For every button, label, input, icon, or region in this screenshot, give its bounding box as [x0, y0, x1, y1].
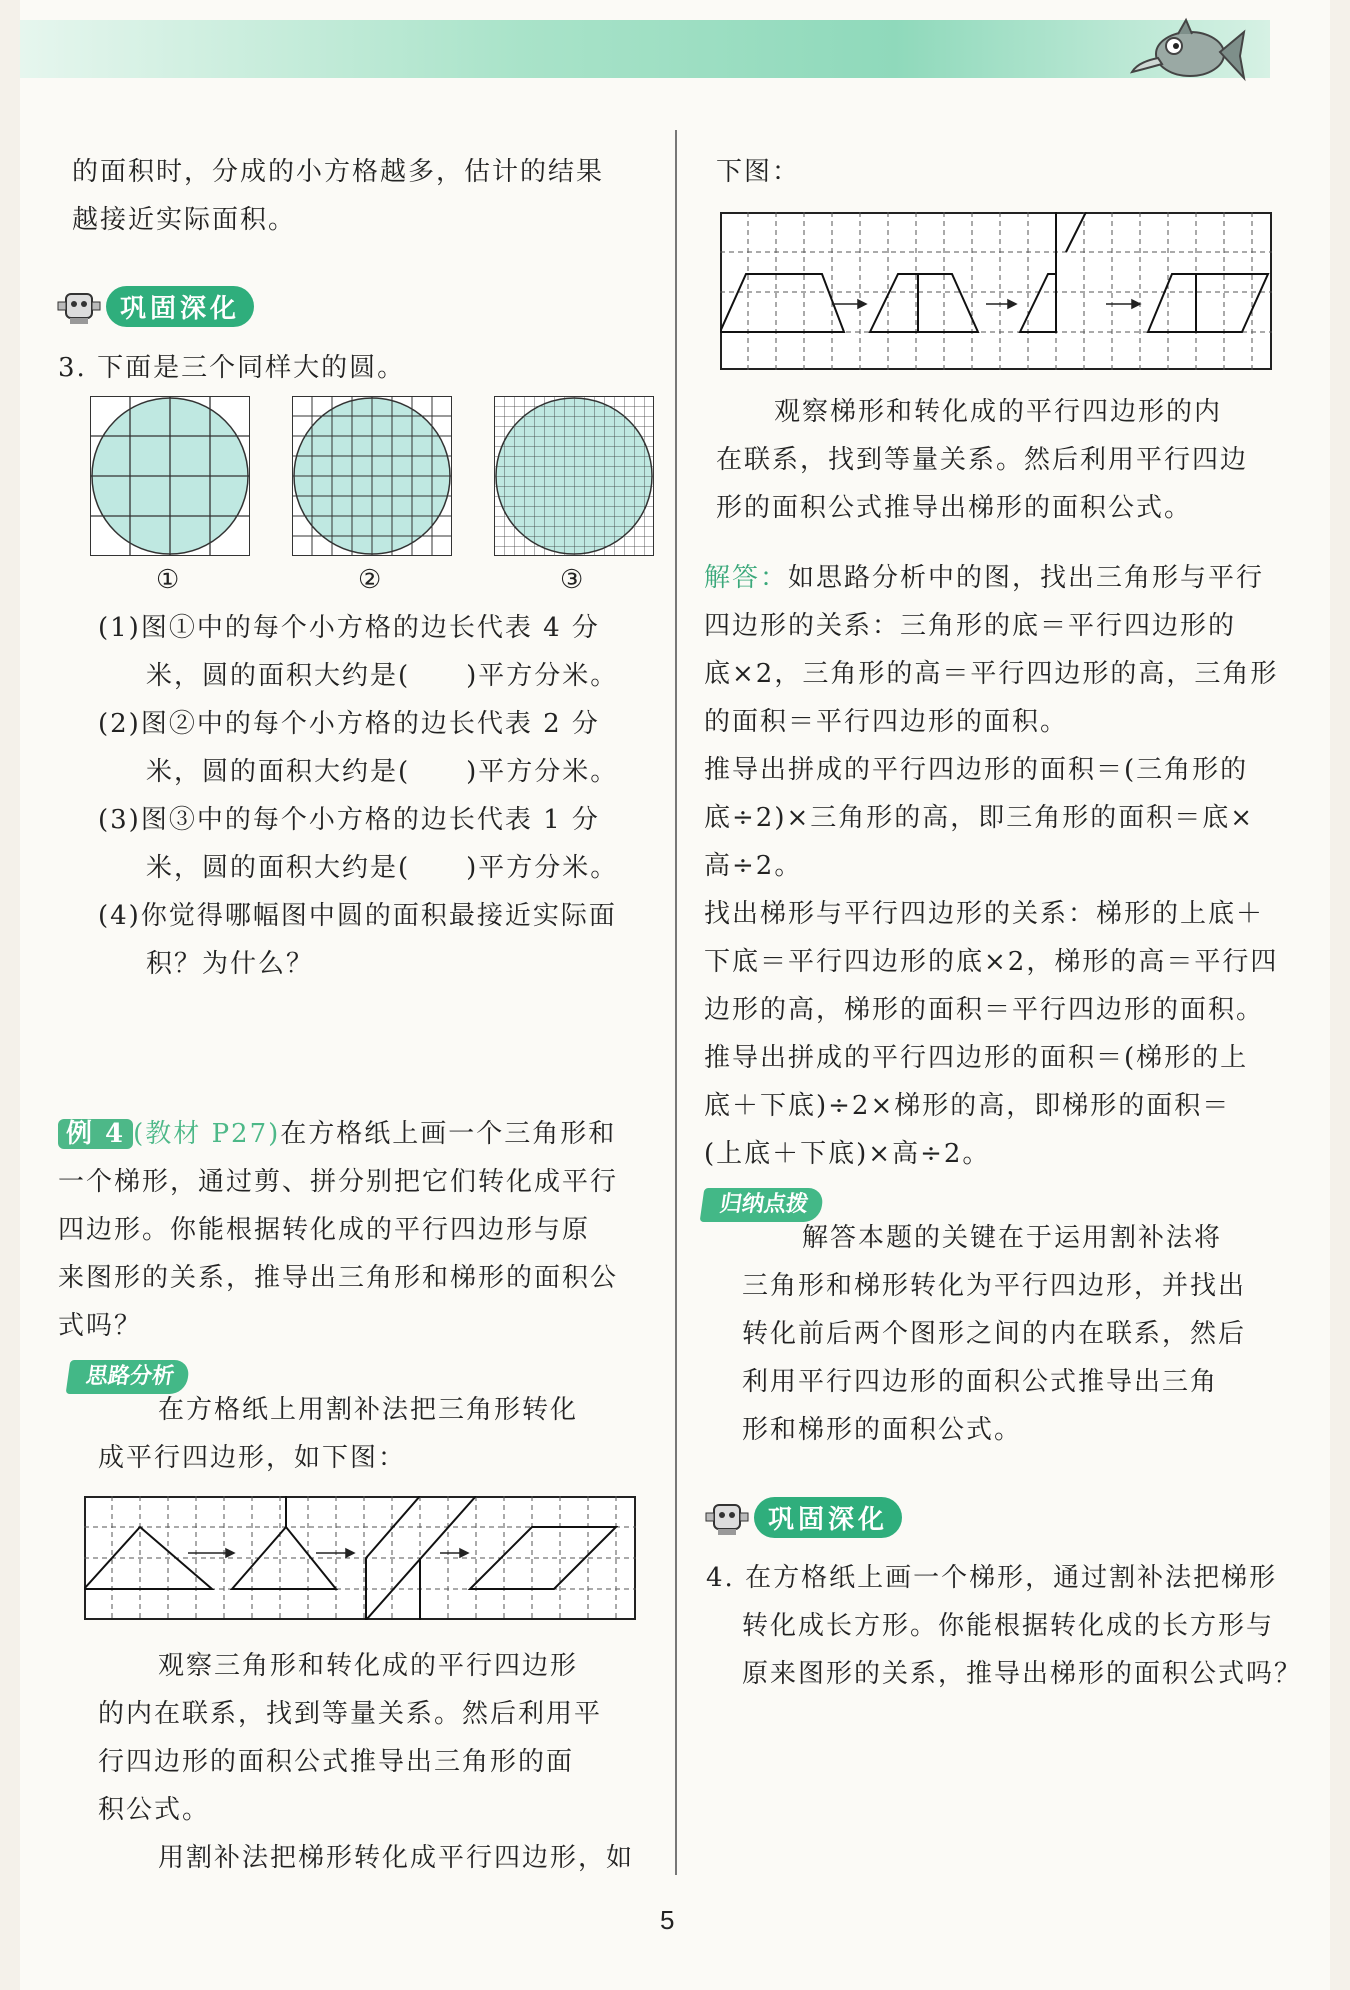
summary-tag: 归纳点拨: [700, 1188, 825, 1222]
textbook-ref: (教材 P27): [133, 1119, 281, 1149]
answer-line-9: 下底＝平行四边形的底×2，梯形的高＝平行四: [704, 947, 1279, 977]
summary-line-1: 解答本题的关键在于运用割补法将: [802, 1223, 1223, 1253]
answer-line-5: 推导出拼成的平行四边形的面积＝(三角形的: [704, 755, 1249, 785]
right-continuation: 下图：: [716, 157, 801, 187]
intro-line-1: 的面积时，分成的小方格越多，估计的结果: [72, 157, 605, 187]
fish-mascot-icon: [1128, 12, 1246, 94]
triangle-transform-diagram: [84, 1496, 636, 1620]
section-badge-label: 巩固深化: [106, 286, 254, 327]
q3-stem: 3. 下面是三个同样大的圆。: [58, 353, 406, 383]
intro-line-2: 越接近实际面积。: [72, 205, 297, 235]
column-divider: [675, 130, 677, 1875]
summary-line-2: 三角形和梯形转化为平行四边形，并找出: [742, 1271, 1247, 1301]
summary-line-4: 利用平行四边形的面积公式推导出三角: [742, 1367, 1219, 1397]
right-obs-line-1: 观察梯形和转化成的平行四边形的内: [774, 397, 1223, 427]
q3-item-3-line-2: 米，圆的面积大约是( )平方分米。: [146, 853, 619, 883]
analysis2-line-1: 观察三角形和转化成的平行四边形: [158, 1651, 579, 1681]
answer-line-4: 的面积＝平行四边形的面积。: [704, 707, 1069, 737]
q3-item-3-line-1: (3)图③中的每个小方格的边长代表 1 分: [98, 805, 600, 835]
example-badge: 例 4: [58, 1119, 133, 1149]
q3-item-2-line-2: 米，圆的面积大约是( )平方分米。: [146, 757, 619, 787]
summary-line-3: 转化前后两个图形之间的内在联系，然后: [742, 1319, 1247, 1349]
analysis-line-1: 在方格纸上用割补法把三角形转化: [158, 1395, 579, 1425]
circle-label-1: ①: [156, 565, 182, 595]
example-4-line-1: [58, 1110, 616, 1158]
header-band: [20, 20, 1270, 78]
robot-icon: [704, 1497, 750, 1537]
answer-line-11: 推导出拼成的平行四边形的面积＝(梯形的上: [704, 1043, 1249, 1073]
analysis3-line: 用割补法把梯形转化成平行四边形，如: [158, 1843, 635, 1873]
example-line-3: 四边形。你能根据转化成的平行四边形与原: [58, 1215, 591, 1245]
answer-first-text: 如思路分析中的图，找出三角形与平行: [788, 563, 1265, 593]
answer-line-2: 四边形的关系：三角形的底＝平行四边形的: [704, 611, 1237, 641]
example-line-5: 式吗？: [58, 1311, 143, 1341]
circle-label-2: ②: [358, 565, 384, 595]
answer-line-7: 高÷2。: [704, 851, 803, 881]
analysis2-line-3: 行四边形的面积公式推导出三角形的面: [98, 1747, 575, 1777]
right-obs-line-2: 在联系，找到等量关系。然后利用平行四边: [716, 445, 1249, 475]
q4-line-2: 转化成长方形。你能根据转化成的长方形与: [742, 1611, 1275, 1641]
answer-line-10: 边形的高，梯形的面积＝平行四边形的面积。: [704, 995, 1265, 1025]
example-line-4: 来图形的关系，推导出三角形和梯形的面积公: [58, 1263, 619, 1293]
section-badge-label-2: 巩固深化: [754, 1497, 902, 1538]
circle-grid-2: [292, 396, 452, 556]
q4-line-1: 4. 在方格纸上画一个梯形，通过割补法把梯形: [706, 1563, 1278, 1593]
analysis-line-2: 成平行四边形，如下图：: [98, 1443, 407, 1473]
q3-item-1-line-2: 米，圆的面积大约是( )平方分米。: [146, 661, 619, 691]
analysis-tag: 思路分析: [66, 1360, 191, 1394]
example-line-2: 一个梯形，通过剪、拼分别把它们转化成平行: [58, 1167, 619, 1197]
answer-line-12: 底＋下底)÷2×梯形的高，即梯形的面积＝: [704, 1091, 1231, 1121]
answer-label: 解答：: [704, 563, 789, 593]
q3-item-4-line-2: 积？为什么？: [146, 949, 315, 979]
section-badge-consolidate-2: [704, 1496, 902, 1538]
answer-line-8: 找出梯形与平行四边形的关系：梯形的上底＋: [704, 899, 1265, 929]
answer-line-1: [704, 554, 1264, 602]
analysis2-line-2: 的内在联系，找到等量关系。然后利用平: [98, 1699, 603, 1729]
q4-line-3: 原来图形的关系，推导出梯形的面积公式吗？: [742, 1659, 1303, 1689]
circle-grid-3: [494, 396, 654, 556]
page-number: 5: [660, 1905, 675, 1935]
q3-item-2-line-1: (2)图②中的每个小方格的边长代表 2 分: [98, 709, 600, 739]
trapezoid-transform-diagram: [720, 212, 1272, 370]
example-line-1-text: 在方格纸上画一个三角形和: [280, 1119, 617, 1149]
q3-item-4-line-1: (4)你觉得哪幅图中圆的面积最接近实际面: [98, 901, 617, 931]
circle-label-3: ③: [560, 565, 586, 595]
right-obs-line-3: 形的面积公式推导出梯形的面积公式。: [716, 493, 1193, 523]
q3-item-1-line-1: (1)图①中的每个小方格的边长代表 4 分: [98, 613, 600, 643]
answer-line-6: 底÷2)×三角形的高，即三角形的面积＝底×: [704, 803, 1255, 833]
section-badge-consolidate: [56, 285, 254, 327]
answer-line-13: (上底＋下底)×高÷2。: [704, 1139, 991, 1169]
analysis2-line-4: 积公式。: [98, 1795, 211, 1825]
circle-grid-1: [90, 396, 250, 556]
robot-icon: [56, 286, 102, 326]
answer-line-3: 底×2，三角形的高＝平行四边形的高，三角形: [704, 659, 1279, 689]
summary-line-5: 形和梯形的面积公式。: [742, 1415, 1023, 1445]
